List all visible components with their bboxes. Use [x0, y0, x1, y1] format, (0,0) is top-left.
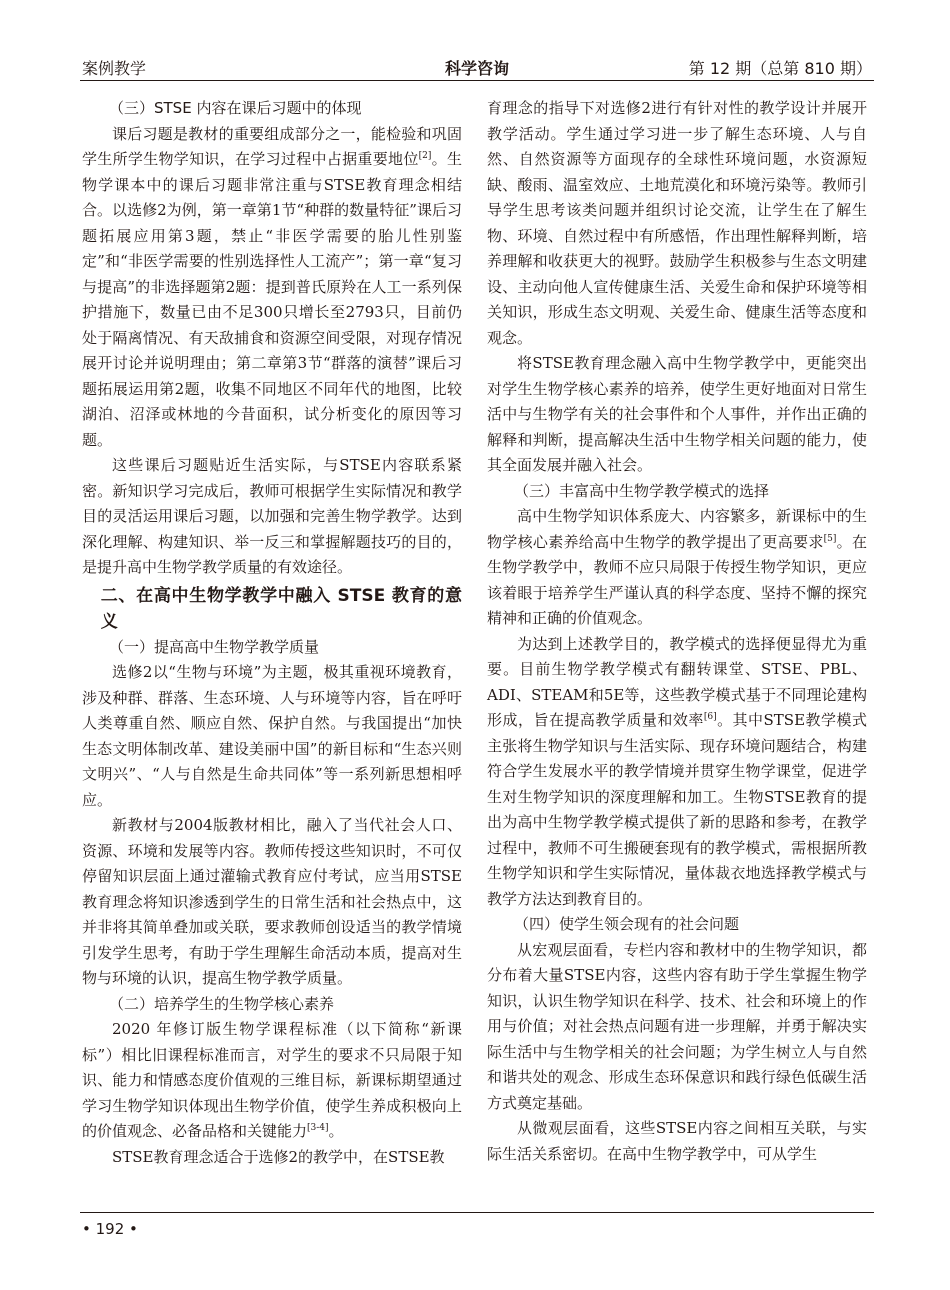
subsection-heading: （四）使学生领会现有的社会问题 — [514, 915, 740, 933]
section-heading: 二、在高中生物学教学中融入 STSE 教育的意义 — [100, 585, 462, 632]
header-rule — [80, 80, 874, 81]
paragraph: STSE教育理念适合于选修2的教学中，在STSE教 — [112, 1147, 445, 1166]
paragraph: 从微观层面看，这些STSE内容之间相互关联，与实际生活关系密切。在高中生物学教学中，可从学生 — [487, 1119, 867, 1163]
paragraph — [82, 1017, 462, 1145]
subsection-heading: （一）提高高中生物学教学质量 — [109, 637, 320, 656]
paragraph-text: 2020 年修订版生物学课程标准（以下简称“新课标”）相比旧课程标准而言，对学生的要求不只局限于知识、能力和情感态度价值观的三维目标，新课标期望通过学习生物学知识体现出生物学价值，使学生养成积极向上的价值观念、必备品格和关键能力 — [82, 1020, 462, 1140]
paragraph-text: 。生物学课本中的课后习题非常注重与STSE教育理念相结合。以选修2为例，第一章第1节“种群的数量特征”课后习题拓展应用第3题，禁止“非医学需要的胎儿性别鉴定”和“非医学需要的性别选择性人工流产”；第一章“复习与提高”的非选择题第2题：提到普氏原羚在人工一系列保护措施下，数量已由不足300只增长至2793只，目前仍处于隔离情况、有天敌捕食和资源空间受限，对现存情况展开讨论并说明理由；第二章第3节“群落的演替”课后习题拓展运用第2题，收集不同地区不同年代的地图，比较湖泊、沼泽或林地的今昔面积，试分析变化的原因等习题。 — [82, 150, 462, 449]
right-column — [487, 96, 867, 1167]
citation-ref: [5] — [823, 533, 837, 544]
paragraph: 这些课后习题贴近生活实际，与STSE内容联系紧密。新知识学习完成后，教师可根据学生实际情况和教学目的灵活运用课后习题，以加强和完善生物学教学。达到深化理解、构建知识、举一反三和掌握解题技巧的目的，是提升高中生物学教学质量的有效途径。 — [82, 456, 462, 576]
subsection-heading: （三）STSE 内容在课后习题中的体现 — [109, 99, 362, 117]
citation-ref: [2] — [418, 151, 432, 161]
paragraph-text: 。其中STSE教学模式主张将生物学知识与生活实际、现存环境问题结合，构建符合学生发展水平的教学情境并贯穿生物学课堂，促进学生对生物学知识的深度理解和加工。生物STSE教育的提出为高中生物学教学模式提供了新的思路和参考，在教学过程中，教师不可生搬硬套现有的教学模式，需根据所教生物学知识和学生实际情况，量体裁衣地选择教学模式与教学方法达到教育目的。 — [487, 711, 867, 908]
paragraph-text: 课后习题是教材的重要组成部分之一，能检验和巩固学生所学生物学知识，在学习过程中占据重要地位 — [82, 124, 462, 168]
paragraph — [82, 122, 462, 454]
paragraph-text: 为达到上述教学目的，教学模式的选择便显得尤为重要。目前生物学教学模式有翻转课堂、STSE、PBL、ADI、STEAM和5E等，这些教学模式基于不同理论建构形成，旨在提高教学质量和效率 — [487, 634, 867, 729]
header-section-label: 案例教学 — [82, 59, 147, 78]
left-column — [82, 96, 462, 1170]
paragraph: 育理念的指导下对选修2进行有针对性的教学设计并展开教学活动。学生通过学习进一步了解生态环境、人与自然、自然资源等方面现存的全球性环境问题，水资源短缺、酸雨、温室效应、土地荒漠化和环境污染等。教师引导学生思考该类问题并组织讨论交流，让学生在了解生物、环境、自然过程中有所感悟，作出理性解释判断，培养理解和收获更大的视野。鼓励学生积极参与生态文明建设、主动向他人宣传健康生活、关爱生命和保护环境等相关知识，形成生态文明观、关爱生命、健康生活等态度和观念。 — [487, 99, 867, 347]
page-number: • 192 • — [82, 1220, 138, 1238]
paragraph-text: 高中生物学知识体系庞大、内容繁多，新课标中的生物学核心素养给高中生物学的教学提出了更高要求 — [487, 507, 867, 551]
header-journal-title: 科学咨询 — [444, 59, 509, 78]
subsection-heading: （二）培养学生的生物学核心素养 — [109, 994, 335, 1013]
paragraph: 从宏观层面看，专栏内容和教材中的生物学知识，都分布着大量STSE内容，这些内容有助于学生掌握生物学知识，认识生物学知识在科学、技术、社会和环境上的作用与价值；对社会热点问题有进一步理解，并勇于解决实际生活中与生物学相关的社会问题；为学生树立人与自然和谐共处的观念、形成生态环保意识和践行绿色低碳生活方式奠定基础。 — [487, 940, 867, 1112]
paragraph: 选修2以“生物与环境”为主题，极其重视环境教育，涉及种群、群落、生态环境、人与环境等内容，旨在呼吁人类尊重自然、顺应自然、保护自然。与我国提出“加快生态文明体制改革、建设美丽中国”的新目标和“生态兴则文明兴”、“人与自然是生命共同体”等一系列新思想相呼应。 — [82, 663, 462, 809]
paragraph-text: 。在生物学教学中，教师不应只局限于传授生物学知识，更应该着眼于培养学生严谨认真的科学态度、坚持不懈的探究精神和正确的价值观念。 — [487, 532, 867, 627]
paragraph: 新教材与2004版教材相比，融入了当代社会人口、资源、环境和发展等内容。教师传授这些知识时，不可仅停留知识层面上通过灌输式教育应付考试，应当用STSE教育理念将知识渗透到学生的日常生活和社会热点中，这并非将其简单叠加或关联，要求教师创设适当的教学情境引发学生思考，有助于学生理解生命活动本质，提高对生物与环境的认识，提高生物学教学质量。 — [82, 816, 462, 987]
citation-ref: [6] — [703, 712, 717, 722]
citation-ref: [3-4] — [307, 1123, 329, 1133]
page-header — [80, 52, 874, 82]
subsection-heading: （三）丰富高中生物学教学模式的选择 — [514, 481, 770, 500]
paragraph: 将STSE教育理念融入高中生物学教学中，更能突出对学生生物学核心素养的培养，使学生更好地面对日常生活中与生物学有关的社会事件和个人事件，并作出正确的解释和判断，提高解决生活中生物学相关问题的能力，使其全面发展并融入社会。 — [487, 354, 867, 474]
paragraph — [487, 632, 867, 913]
header-issue-number: 第 12 期（总第 810 期） — [688, 59, 872, 78]
paragraph — [487, 504, 867, 632]
paragraph-text: 。 — [328, 1122, 344, 1140]
footer-rule — [80, 1212, 874, 1213]
